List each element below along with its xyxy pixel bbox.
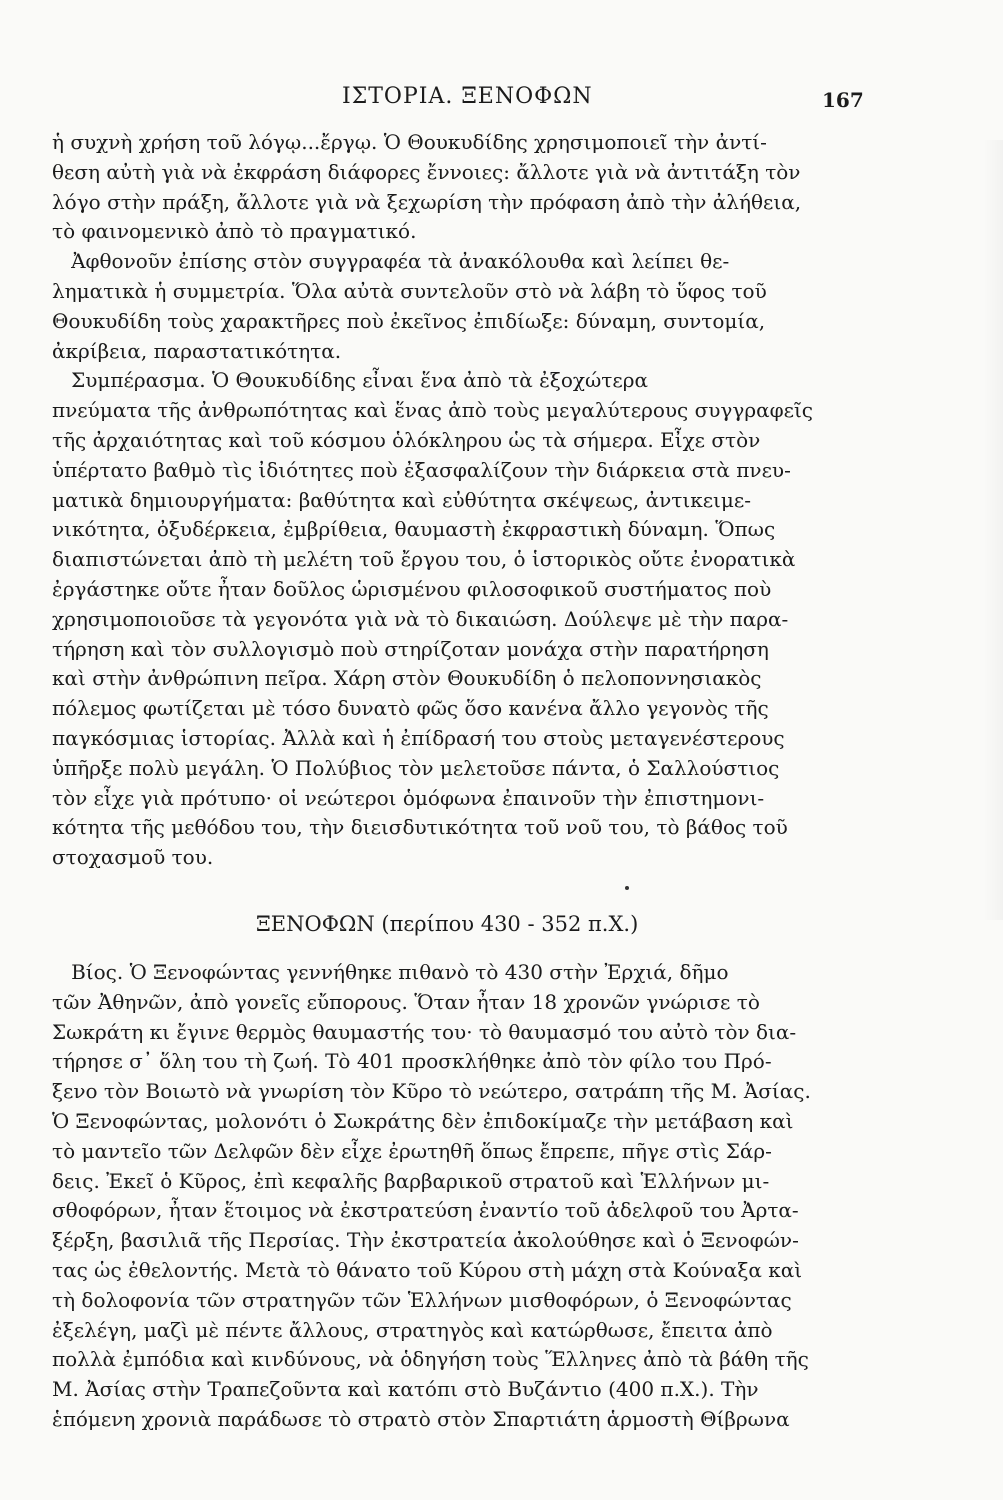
text-line: ξενο τὸν Βοιωτὸ νὰ γνωρίση τὸν Κῦρο τὸ νεώτερο, σατράπη τῆς Μ. Ἀσίας. [52,1079,811,1104]
text-line: στοχασμοῦ του. [52,845,214,870]
text-line: τήρηση καὶ τὸν συλλογισμὸ ποὺ στηρίζοταν μονάχα στὴν παρατήρηση [52,636,769,661]
text-line: πόλεμος φωτίζεται μὲ τόσο δυνατὸ φῶς ὅσο κανένα ἄλλο γεγονὸς τῆς [52,696,769,721]
text-line: πνεύματα τῆς ἀνθρωπότητας καὶ ἕνας ἀπὸ τοὺς μεγαλύτερους συγγραφεῖς [52,398,814,423]
text-line: ὑπέρτατο βαθμὸ τὶς ἰδιότητες ποὺ ἐξασφαλίζουν τὴν διάρκεια στὰ πνευ- [52,457,791,482]
text-line: Συμπέρασμα. Ὁ Θουκυδίδης εἶναι ἕνα ἀπὸ τὰ ἐξοχώτερα [52,368,648,393]
text-line: νικότητα, ὀξυδέρκεια, ἐμβρίθεια, θαυμαστὴ ἐκφραστικὴ δύναμη. Ὅπως [52,517,776,542]
text-line: χρησιμοποιοῦσε τὰ γεγονότα γιὰ νὰ τὸ δικαιώση. Δούλεψε μὲ τὴν παρα- [52,606,789,631]
text-line: λόγο στὴν πράξη, ἄλλοτε γιὰ νὰ ξεχωρίση τὴν πρόφαση ἀπὸ τὴν ἀλήθεια, [52,189,802,214]
page-edge-shadow [983,140,1003,920]
text-line: Μ. Ἀσίας στὴν Τραπεζοῦντα καὶ κατόπι στὸ Βυζάντιο (400 π.Χ.). Τὴν [52,1377,759,1402]
text-line: ἐξελέγη, μαζὶ μὲ πέντε ἄλλους, στρατηγὸς καὶ κατώρθωσε, ἔπειτα ἀπὸ [52,1317,773,1342]
text-line: κότητα τῆς μεθόδου του, τὴν διεισδυτικότητα τοῦ νοῦ του, τὸ βάθος τοῦ [52,815,788,840]
xenophon-biography-text [52,958,852,1435]
text-line: τὸν εἶχε γιὰ πρότυπο· οἱ νεώτεροι ὁμόφωνα ἐπαινοῦν τὴν ἐπιστημονι- [52,785,765,810]
text-line: τῶν Ἀθηνῶν, ἀπὸ γονεῖς εὔπορους. Ὅταν ἦταν 18 χρονῶν γνώρισε τὸ [52,989,760,1014]
text-line: ἑπόμενη χρονιὰ παράδωσε τὸ στρατὸ στὸν Σπαρτιάτη ἁρμοστὴ Θίβρωνα [52,1406,790,1431]
text-line: ξέρξη, βασιλιᾶ τῆς Περσίας. Τὴν ἐκστρατεία ἀκολούθησε καὶ ὁ Ξενοφών- [52,1228,799,1253]
text-line: τὴ δολοφονία τῶν στρατηγῶν τῶν Ἑλλήνων μισθοφόρων, ὁ Ξενοφώντας [52,1287,792,1312]
thucydides-conclusion-text [52,128,852,873]
text-line: ἐργάστηκε οὔτε ἦταν δοῦλος ὡρισμένου φιλοσοφικοῦ συστήματος ποὺ [52,576,772,601]
text-line: σθοφόρων, ἦταν ἕτοιμος νὰ ἐκστρατεύση ἐναντίο τοῦ ἀδελφοῦ του Ἀρτα- [52,1198,799,1223]
text-line: ὑπῆρξε πολὺ μεγάλη. Ὁ Πολύβιος τὸν μελετοῦσε πάντα, ὁ Σαλλούστιος [52,755,780,780]
text-line: θεση αὐτὴ γιὰ νὰ ἐκφράση διάφορες ἔννοιες: ἄλλοτε γιὰ νὰ ἀντιτάξη τὸν [52,159,801,184]
text-line: Ὁ Ξενοφώντας, μολονότι ὁ Σωκράτης δὲν ἐπιδοκίμαζε τὴν μετάβαση καὶ [52,1108,794,1133]
text-line: τας ὡς ἐθελοντής. Μετὰ τὸ θάνατο τοῦ Κύρου στὴ μάχη στὰ Κούναξα καὶ [52,1257,803,1282]
text-line: ἡ συχνὴ χρήση τοῦ λόγῳ...ἔργῳ. Ὁ Θουκυδίδης χρησιμοποιεῖ τὴν ἀντί- [52,130,767,154]
text-line: Βίος. Ὁ Ξενοφώντας γεννήθηκε πιθανὸ τὸ 430 στὴν Ἐρχιά, δῆμο [52,960,729,984]
text-line: παγκόσμιας ἱστορίας. Ἀλλὰ καὶ ἡ ἐπίδρασή του στοὺς μεταγενέστερους [52,725,785,750]
text-line: Σωκράτη κι ἔγινε θερμὸς θαυμαστής του· τὸ θαυμασμό του αὐτὸ τὸν δια- [52,1019,797,1044]
text-line: ματικὰ δημιουργήματα: βαθύτητα καὶ εὐθύτητα σκέψεως, ἀντικειμε- [52,487,752,512]
section-heading-xenophon: ΞΕΝΟΦΩΝ (περίπου 430 - 352 π.Χ.) [256,912,639,936]
text-line: Ἀφθονοῦν ἐπίσης στὸν συγγραφέα τὰ ἀνακόλουθα καὶ λείπει θε- [52,249,730,274]
text-line: πολλὰ ἐμπόδια καὶ κινδύνους, νὰ ὁδηγήση τοὺς Ἕλληνες ἀπὸ τὰ βάθη τῆς [52,1347,809,1372]
print-speck [625,886,629,890]
text-line: τὸ φαινομενικὸ ἀπὸ τὸ πραγματικό. [52,219,417,244]
text-line: δεις. Ἐκεῖ ὁ Κῦρος, ἐπὶ κεφαλῆς βαρβαρικοῦ στρατοῦ καὶ Ἑλλήνων μι- [52,1168,770,1193]
text-line: τήρησε σ᾽ ὅλη του τὴ ζωή. Τὸ 401 προσκλήθηκε ἀπὸ τὸν φίλο του Πρό- [52,1049,772,1074]
text-line: τῆς ἀρχαιότητας καὶ τοῦ κόσμου ὁλόκληρου ὡς τὰ σήμερα. Εἶχε στὸν [52,427,761,452]
text-line: διαπιστώνεται ἀπὸ τὴ μελέτη τοῦ ἔργου του, ὁ ἱστορικὸς οὔτε ἐνορατικὰ [52,547,796,572]
text-line: καὶ στὴν ἀνθρώπινη πεῖρα. Χάρη στὸν Θουκυδίδη ὁ πελοποννησιακὸς [52,666,762,691]
text-line: ἀκρίβεια, παραστατικότητα. [52,338,342,363]
page-number: 167 [822,88,864,112]
text-line: τὸ μαντεῖο τῶν Δελφῶν δὲν εἶχε ἐρωτηθῆ ὅπως ἔπρεπε, πῆγε στὶς Σάρ- [52,1138,772,1163]
text-line: Θουκυδίδη τοὺς χαρακτῆρες ποὺ ἐκεῖνος ἐπιδίωξε: δύναμη, συντομία, [52,308,766,333]
text-line: ληματικὰ ἡ συμμετρία. Ὅλα αὐτὰ συντελοῦν στὸ νὰ λάβη τὸ ὕφος τοῦ [52,278,767,303]
running-head: ΙΣΤΟΡΙΑ. ΞΕΝΟΦΩΝ [342,84,593,109]
